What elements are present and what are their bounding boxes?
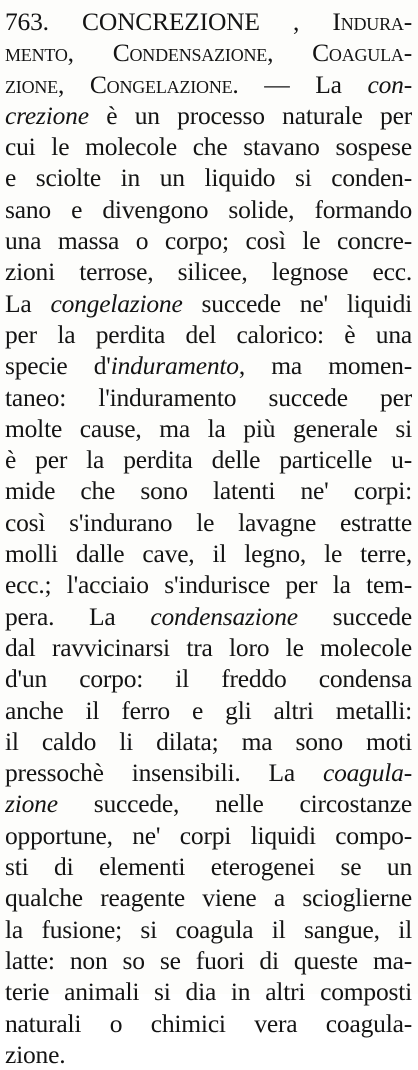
text-span: La (5, 288, 51, 318)
text-line-13: taneo: l'induramento succede per (5, 382, 412, 412)
text-line-29: qualche reagente viene a scioglierne (5, 883, 412, 913)
text-line-21: dal ravvicinarsi tra loro le molecole (5, 632, 412, 662)
text-line-27: opportune, ne' corpi liquidi compo- (5, 820, 412, 850)
text-span: pera. La (5, 601, 151, 631)
italic-term: condensazione (150, 601, 298, 631)
text-line-7: sano e divengono solide, formando (5, 194, 412, 224)
text-line-12 (5, 350, 412, 381)
text-line-10 (5, 288, 412, 319)
text-line-22: d'un corpo: il freddo condensa (5, 664, 412, 694)
text-line-26 (5, 788, 412, 819)
text-line-11: per la perdita del calorico: è una (5, 319, 412, 349)
synonym-terms: zione, Congelazione. (5, 69, 239, 99)
text-span: , ma momen- (238, 351, 412, 381)
italic-term: zione (5, 789, 58, 819)
italic-term: induramento (110, 351, 239, 381)
text-line-14: molte cause, ma la più generale si (5, 413, 412, 443)
text-line-30: la fusione; si coagula il sangue, il (5, 914, 412, 944)
italic-term: con- (367, 69, 412, 99)
text-line-19: ecc.; l'acciaio s'indurisce per la tem- (5, 570, 412, 600)
text-span: è un processo naturale per (88, 100, 412, 130)
text-span: pressochè insensibili. La (5, 758, 323, 788)
text-line-34: zione. (5, 1039, 66, 1069)
text-line-5: cui le molecole che stavano sospese (5, 132, 412, 162)
text-span: succede, nelle circostanze (57, 789, 412, 819)
italic-term: crezione (5, 100, 89, 130)
text-line-2 (5, 37, 412, 68)
synonym-term: Indura- (332, 7, 412, 36)
text-span: specie d' (5, 351, 111, 381)
synonym-terms: mento, Condensazione, Coagula- (5, 38, 412, 68)
text-line-18: molli dalle cave, il legno, le terre, (5, 539, 412, 569)
text-line-15: è per la perdita delle particelle u- (5, 445, 412, 475)
entry-heading: 763. CONCREZIONE , (5, 7, 333, 36)
text-line-28: sti di elementi eterogenei se un (5, 852, 412, 882)
text-line-3 (5, 69, 412, 100)
text-line-20 (5, 601, 412, 632)
text-line-4 (5, 100, 412, 131)
text-line-1 (5, 6, 412, 37)
text-line-8: una massa o corpo; così le concre- (5, 226, 412, 256)
text-line-25 (5, 757, 412, 788)
text-span: succede (297, 601, 412, 631)
italic-term: coagula- (322, 758, 412, 788)
text-line-23: anche il ferro e gli altri metalli: (5, 695, 412, 725)
text-line-31: latte: non so se fuori di queste ma- (5, 945, 412, 975)
text-line-17: così s'indurano le lavagne estratte (5, 507, 412, 537)
text-line-9: zioni terrose, silicee, legnose ecc. (5, 257, 412, 287)
text-span: succede ne' liquidi (182, 288, 412, 318)
italic-term: congelazione (50, 288, 183, 318)
text-span: — La (238, 69, 368, 99)
text-line-6: e sciolte in un liquido si conden- (5, 163, 412, 193)
text-line-16: mide che sono latenti ne' corpi: (5, 476, 412, 506)
text-line-32: terie animali si dia in altri composti (5, 977, 412, 1007)
text-line-24: il caldo li dilata; ma sono moti (5, 726, 412, 756)
text-line-33: naturali o chimici vera coagula- (5, 1008, 412, 1038)
